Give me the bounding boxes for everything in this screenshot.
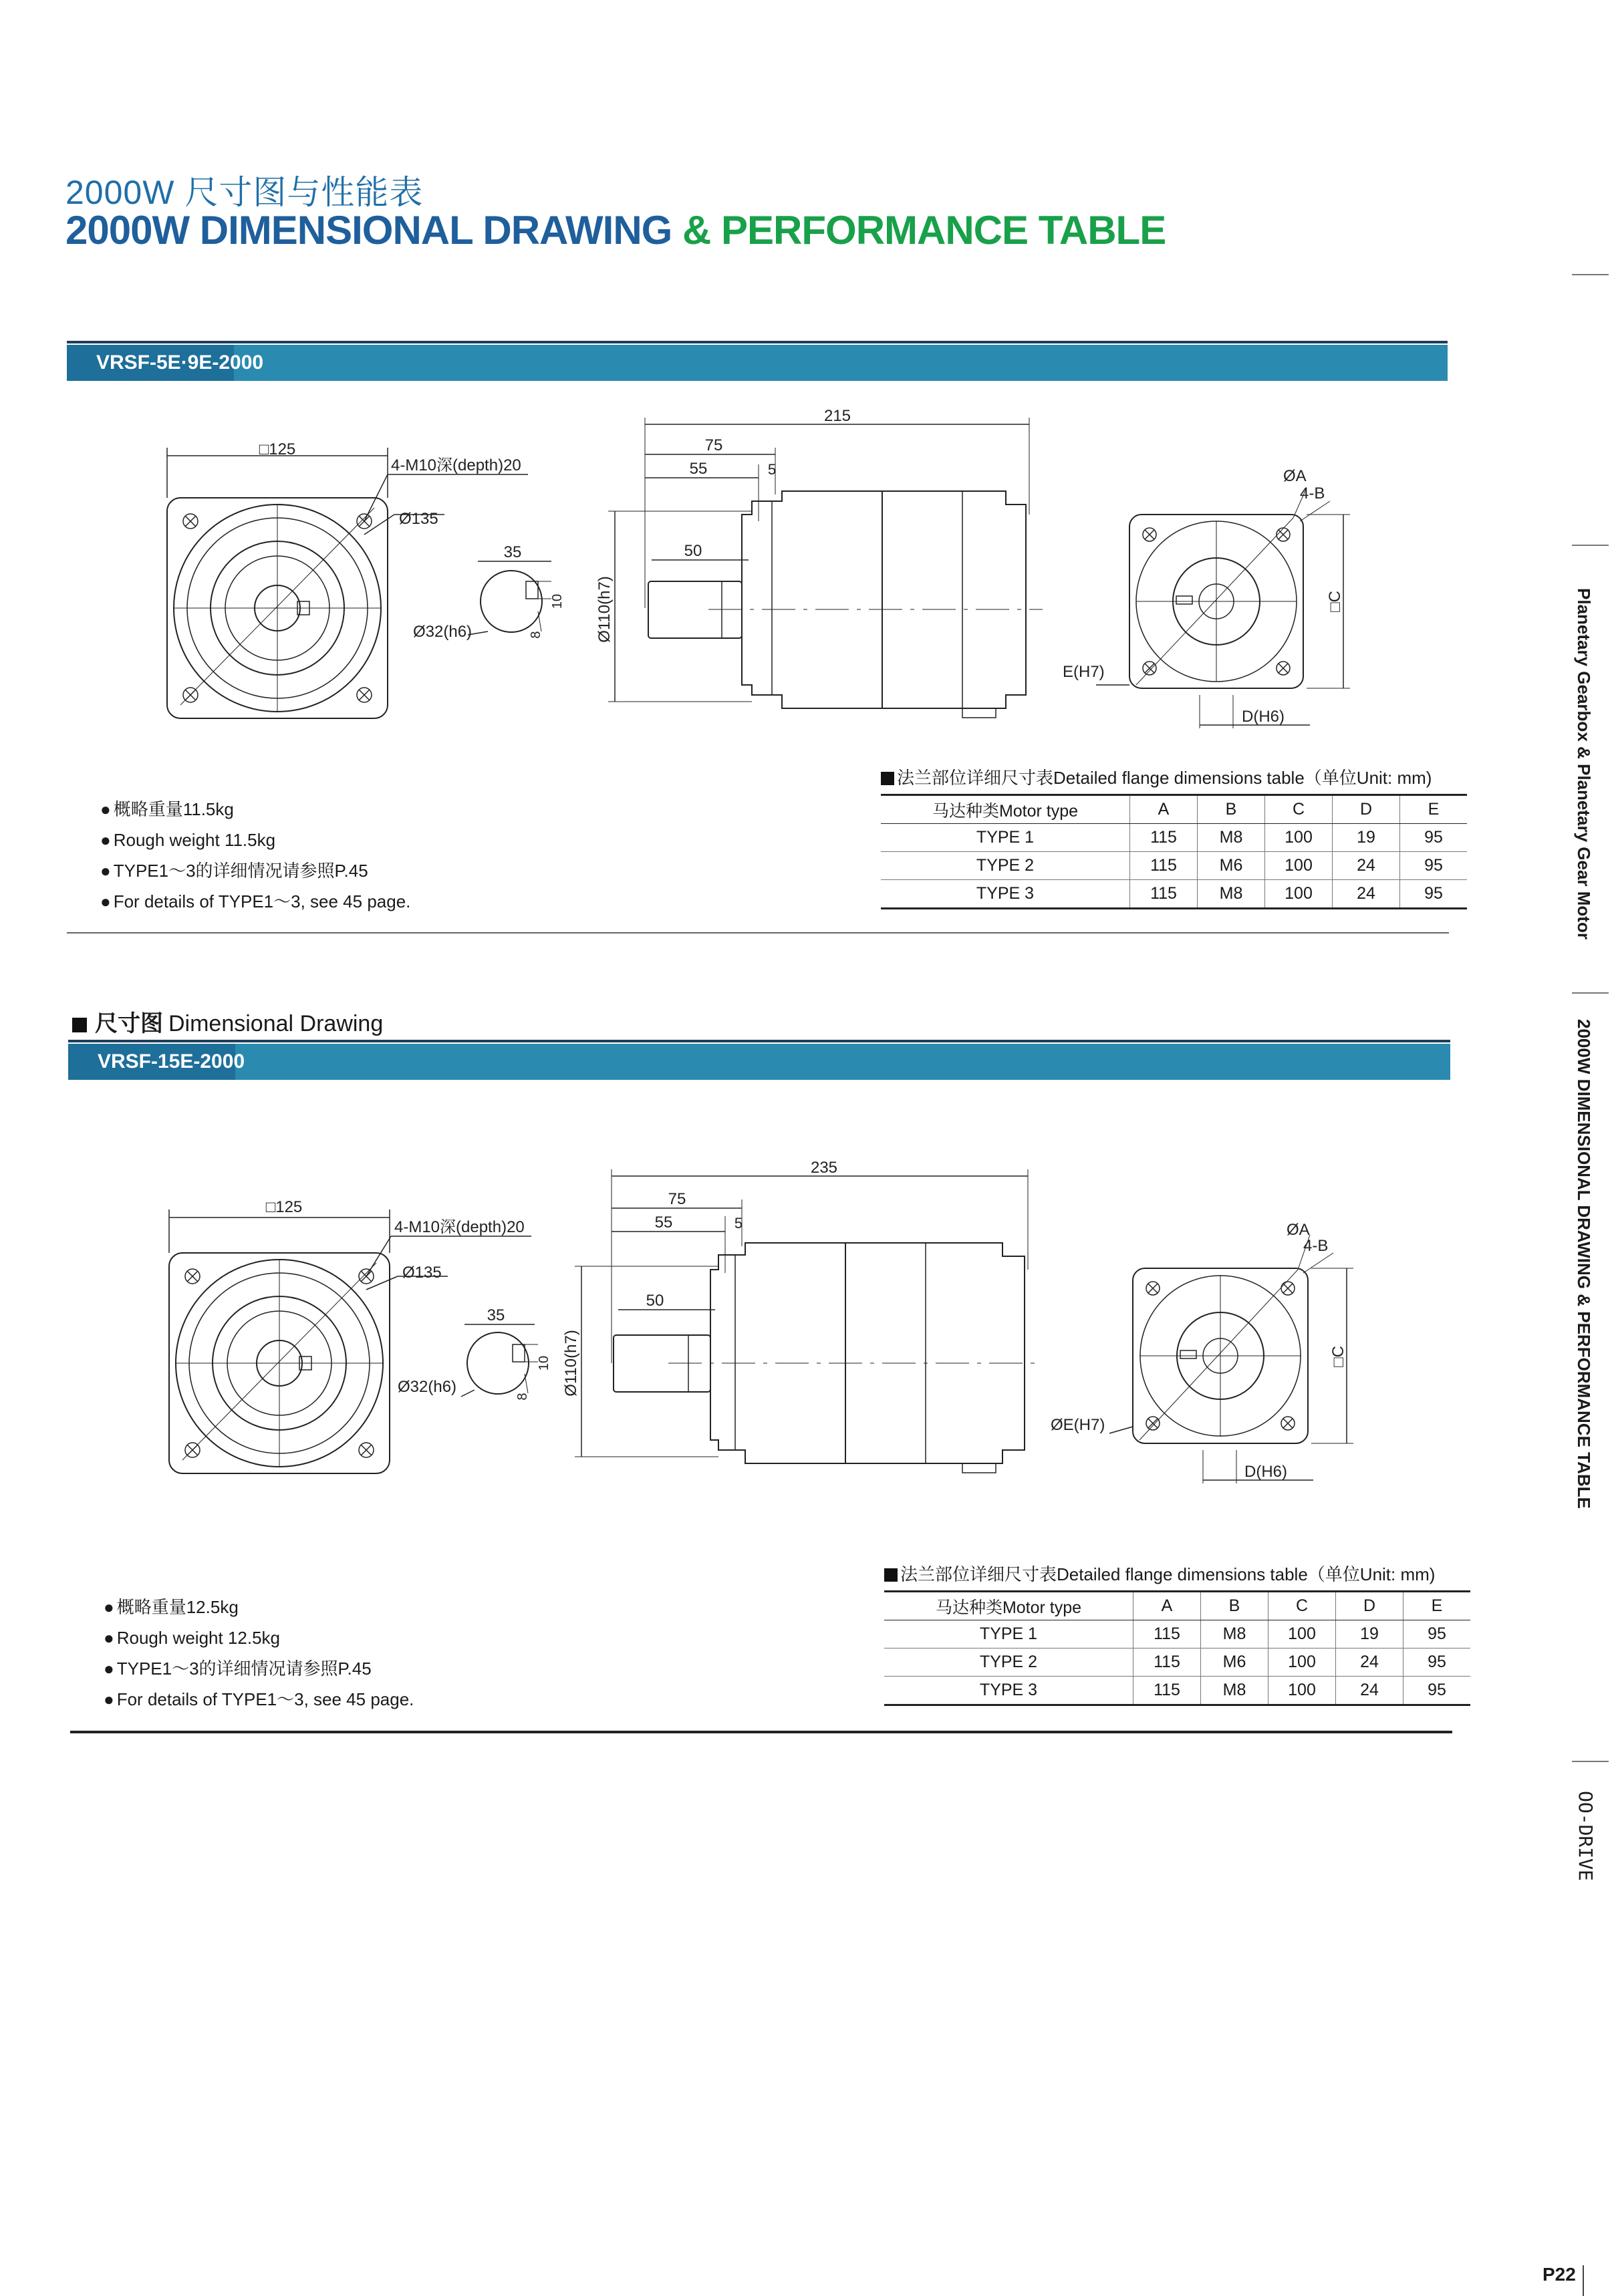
gearbox-end-view-1 xyxy=(1096,488,1350,728)
pcd-label-1: Ø135 xyxy=(399,510,438,528)
spec-note: ● For details of TYPE1～3, see 45 page. xyxy=(100,886,410,917)
spec-note: ● 概略重量12.5kg xyxy=(104,1592,414,1622)
col-header: C xyxy=(1268,1592,1336,1620)
col-header: 马达种类Motor type xyxy=(884,1592,1133,1620)
page-title-en-part2: & PERFORMANCE TABLE xyxy=(682,208,1166,253)
model-banner-1 xyxy=(67,345,1448,381)
sidebar-divider xyxy=(1572,545,1609,546)
len-5-label-2: 5 xyxy=(734,1215,743,1232)
spec-notes-2 xyxy=(104,1592,414,1715)
page-number: P22 xyxy=(1542,2264,1576,2285)
page-title-cn: 2000W 尺寸图与性能表 xyxy=(65,174,424,211)
col-header: C xyxy=(1265,795,1333,824)
len-50-label-2: 50 xyxy=(646,1292,664,1310)
spec-notes-1 xyxy=(100,794,410,917)
len-5-label-1: 5 xyxy=(767,461,777,478)
flange-table-2 xyxy=(884,1590,1470,1706)
table-row: TYPE 3 115 M8 100 24 95 xyxy=(884,1677,1470,1705)
col-header: A xyxy=(1130,795,1198,824)
len-75-label-1: 75 xyxy=(704,436,723,454)
len-75-label-2: 75 xyxy=(668,1190,686,1208)
e-label-2: ØE(H7) xyxy=(1051,1416,1105,1434)
sidebar-divider xyxy=(1572,1761,1609,1762)
sidebar-title-2: 2000W DIMENSIONAL DRAWING & PERFORMANCE TABLE xyxy=(1574,1019,1594,1509)
model-banner-2 xyxy=(68,1044,1450,1080)
page-title-en-part1: 2000W DIMENSIONAL DRAWING xyxy=(65,208,672,253)
dia-a-label-2: ØA xyxy=(1287,1221,1310,1239)
holes-label-1: 4-M10深(depth)20 xyxy=(391,456,521,474)
square-c-label-2: □C xyxy=(1329,1346,1347,1367)
table-row: TYPE 3 115 M8 100 24 95 xyxy=(881,880,1467,909)
section-heading-cn: 尺寸图 xyxy=(95,1011,163,1036)
section-divider-2 xyxy=(70,1731,1452,1733)
col-header: B xyxy=(1198,795,1265,824)
page-number-rule xyxy=(1583,2265,1584,2296)
table-header-row xyxy=(881,795,1467,824)
spec-note: ● Rough weight 11.5kg xyxy=(100,825,410,855)
key-w-label-1: 8 xyxy=(529,631,543,639)
flange-square-label-1: □125 xyxy=(259,440,296,458)
col-header: A xyxy=(1133,1592,1201,1620)
key-h-label-2: 10 xyxy=(537,1355,551,1371)
shaft-section-2 xyxy=(461,1324,538,1397)
sidebar-divider xyxy=(1572,274,1609,275)
d-label-2: D(H6) xyxy=(1244,1463,1287,1481)
model-banner-2-label: VRSF-15E-2000 xyxy=(98,1050,245,1072)
square-c-label-1: □C xyxy=(1326,591,1344,612)
col-header: B xyxy=(1201,1592,1268,1620)
col-header: D xyxy=(1336,1592,1403,1620)
page-title-en xyxy=(65,207,1166,253)
len-55-label-2: 55 xyxy=(654,1213,673,1232)
table-row: TYPE 1 115 M8 100 19 95 xyxy=(884,1620,1470,1648)
col-header: E xyxy=(1400,795,1468,824)
shaft-dia-label-1: Ø32(h6) xyxy=(413,623,473,641)
sidebar-divider xyxy=(1572,992,1609,994)
col-header: 马达种类Motor type xyxy=(881,795,1130,824)
pcd-label-2: Ø135 xyxy=(402,1264,442,1282)
table-row: TYPE 2 115 M6 100 24 95 xyxy=(881,852,1467,880)
col-header: E xyxy=(1403,1592,1471,1620)
sidebar-brand: OO-DRIVE xyxy=(1575,1791,1597,1881)
dimensional-drawing-1 xyxy=(0,381,1470,755)
section-divider-1 xyxy=(67,932,1449,934)
spec-note: ● TYPE1～3的详细情况请参照P.45 xyxy=(100,855,410,886)
bolts-label-1: 4-B xyxy=(1300,484,1325,503)
spec-note: ● Rough weight 12.5kg xyxy=(104,1622,414,1653)
shaft-section-1 xyxy=(468,561,551,635)
flange-square-label-2: □125 xyxy=(265,1198,303,1216)
spigot-label-1: Ø110(h7) xyxy=(595,576,614,643)
total-length-label-1: 215 xyxy=(823,407,851,425)
spec-note: ● For details of TYPE1～3, see 45 page. xyxy=(104,1684,414,1715)
dia-a-label-1: ØA xyxy=(1283,467,1307,485)
e-label-1: E(H7) xyxy=(1063,663,1105,681)
flange-table-title-1: 法兰部位详细尺寸表Detailed flange dimensions table（单位Unit: mm) xyxy=(881,764,1432,789)
spigot-label-2: Ø110(h7) xyxy=(562,1330,580,1397)
table-row: TYPE 1 115 M8 100 19 95 xyxy=(881,824,1467,852)
spec-note: ● 概略重量11.5kg xyxy=(100,794,410,825)
len-55-label-1: 55 xyxy=(689,460,708,478)
holes-label-2: 4-M10深(depth)20 xyxy=(394,1218,525,1236)
key-h-label-1: 10 xyxy=(550,593,565,609)
d-label-1: D(H6) xyxy=(1242,708,1285,726)
key-w-label-2: 8 xyxy=(515,1393,530,1401)
flange-table-1 xyxy=(881,794,1467,909)
model-banner-1-label: VRSF-5E·9E-2000 xyxy=(96,351,264,374)
section-heading-en: Dimensional Drawing xyxy=(168,1011,384,1036)
key-width-label-1: 35 xyxy=(503,543,522,561)
flange-front-view-1 xyxy=(167,448,528,718)
gearbox-side-view-1 xyxy=(608,418,1043,718)
gearbox-side-view-2 xyxy=(575,1169,1043,1473)
col-header: D xyxy=(1333,795,1400,824)
dimensional-drawing-2 xyxy=(0,1136,1470,1510)
table-row: TYPE 2 115 M6 100 24 95 xyxy=(884,1648,1470,1677)
section-heading-2 xyxy=(72,1005,383,1038)
sidebar-title-1: Planetary Gearbox & Planetary Gear Motor xyxy=(1574,588,1594,940)
gearbox-end-view-2 xyxy=(1109,1235,1353,1483)
table-header-row xyxy=(884,1592,1470,1620)
key-width-label-2: 35 xyxy=(487,1306,505,1324)
total-length-label-2: 235 xyxy=(810,1159,838,1177)
spec-note: ● TYPE1～3的详细情况请参照P.45 xyxy=(104,1653,414,1684)
bolts-label-2: 4-B xyxy=(1303,1237,1329,1255)
len-50-label-1: 50 xyxy=(684,542,702,560)
flange-table-title-2: 法兰部位详细尺寸表Detailed flange dimensions table（单位Unit: mm) xyxy=(884,1561,1435,1586)
shaft-dia-label-2: Ø32(h6) xyxy=(398,1378,457,1396)
